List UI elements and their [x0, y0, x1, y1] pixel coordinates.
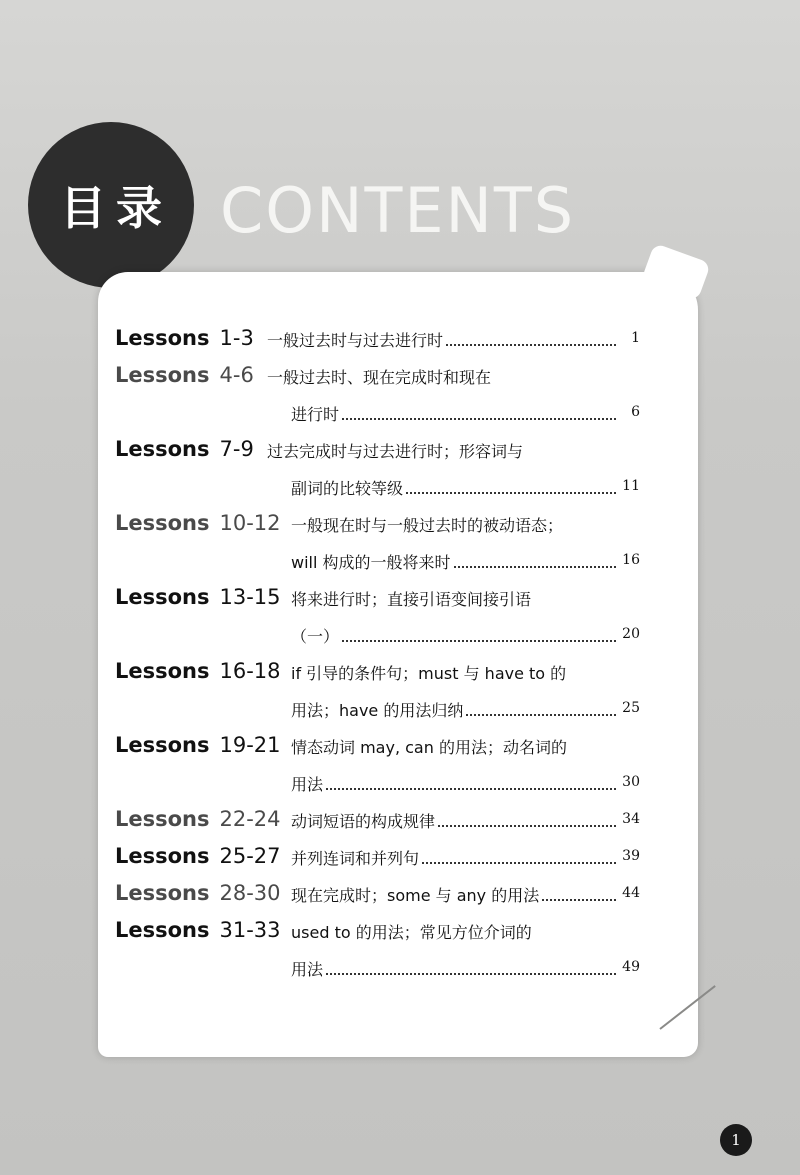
- leader-dots: [291, 786, 616, 790]
- entry-title: 现在完成时；some 与 any 的用法: [291, 883, 541, 906]
- contents-title-en: CONTENTS: [220, 174, 576, 247]
- lesson-word: Lessons: [115, 918, 210, 942]
- lesson-range: 16-18: [219, 659, 281, 683]
- toc-entry-line: [115, 914, 640, 951]
- lesson-label: [115, 918, 281, 942]
- entry-title: will 构成的一般将来时: [291, 550, 453, 573]
- lesson-label: [115, 807, 281, 831]
- toc-entry-line: [115, 433, 640, 470]
- lesson-label: [115, 437, 254, 461]
- toc-entry[interactable]: [115, 359, 640, 433]
- entry-title: 情态动词 may, can 的用法；动名词的: [291, 735, 569, 758]
- lesson-word: Lessons: [115, 659, 210, 683]
- leader-dots: [291, 971, 616, 975]
- toc-entry[interactable]: [115, 433, 640, 507]
- lesson-word: Lessons: [115, 844, 210, 868]
- page-number: 20: [622, 626, 640, 642]
- toc-entry-line: [115, 618, 640, 655]
- lesson-word: Lessons: [115, 326, 210, 350]
- page-number: 34: [622, 811, 640, 827]
- page-number: 11: [622, 478, 640, 494]
- lesson-word: Lessons: [115, 511, 210, 535]
- lesson-range: 7-9: [219, 437, 254, 461]
- entry-title: 动词短语的构成规律: [291, 809, 437, 832]
- toc-entry[interactable]: [115, 729, 640, 803]
- toc-entry[interactable]: [115, 507, 640, 581]
- page-number: 39: [622, 848, 640, 864]
- lesson-label: [115, 733, 281, 757]
- toc-entry-line: [115, 507, 640, 544]
- toc-entry-line: [115, 470, 640, 507]
- toc-list: [115, 322, 640, 988]
- page-number: 16: [622, 552, 640, 568]
- page-number: 44: [622, 885, 640, 901]
- toc-entry-line: [115, 581, 640, 618]
- toc-entry-line: [115, 655, 640, 692]
- toc-entry-line: [115, 803, 640, 840]
- page-number: 25: [622, 700, 640, 716]
- lesson-label: [115, 326, 254, 350]
- lesson-word: Lessons: [115, 585, 210, 609]
- lesson-word: Lessons: [115, 881, 210, 905]
- toc-entry[interactable]: [115, 803, 640, 840]
- entry-title: 并列连词和并列句: [291, 846, 421, 869]
- lesson-range: 28-30: [219, 881, 281, 905]
- lesson-range: 10-12: [219, 511, 281, 535]
- toc-entry[interactable]: [115, 322, 640, 359]
- sheet-tab: [641, 243, 711, 301]
- entry-title: 将来进行时；直接引语变间接引语: [291, 587, 533, 610]
- toc-entry[interactable]: [115, 877, 640, 914]
- page-number: 6: [631, 404, 640, 420]
- lesson-word: Lessons: [115, 733, 210, 757]
- page-number: 49: [622, 959, 640, 975]
- lesson-range: 4-6: [219, 363, 254, 387]
- entry-title: 一般过去时、现在完成时和现在: [267, 365, 493, 388]
- entry-title: 过去完成时与过去进行时；形容词与: [267, 439, 525, 462]
- lesson-range: 13-15: [219, 585, 281, 609]
- toc-entry-line: [115, 396, 640, 433]
- toc-entry[interactable]: [115, 840, 640, 877]
- lesson-range: 22-24: [219, 807, 281, 831]
- toc-entry-line: [115, 729, 640, 766]
- toc-entry-line: [115, 322, 640, 359]
- page-number: 1: [631, 330, 640, 346]
- toc-entry[interactable]: [115, 914, 640, 988]
- toc-entry-line: [115, 544, 640, 581]
- toc-entry[interactable]: [115, 655, 640, 729]
- page-folio: 1: [720, 1124, 752, 1156]
- lesson-range: 31-33: [219, 918, 281, 942]
- entry-title: 副词的比较等级: [291, 476, 405, 499]
- entry-title: 用法: [291, 957, 325, 980]
- entry-title: 用法；have 的用法归纳: [291, 698, 465, 721]
- toc-entry-line: [115, 951, 640, 988]
- lesson-label: [115, 659, 281, 683]
- entry-title: （一）: [291, 624, 341, 647]
- toc-entry-line: [115, 877, 640, 914]
- entry-title: 一般过去时与过去进行时: [267, 328, 445, 351]
- lesson-word: Lessons: [115, 807, 210, 831]
- entry-title: 进行时: [291, 402, 341, 425]
- lesson-label: [115, 511, 281, 535]
- toc-entry-line: [115, 766, 640, 803]
- lesson-word: Lessons: [115, 437, 210, 461]
- lesson-range: 25-27: [219, 844, 281, 868]
- entry-title: if 引导的条件句；must 与 have to 的: [291, 661, 568, 684]
- entry-title: 一般现在时与一般过去时的被动语态；: [291, 513, 565, 536]
- lesson-range: 1-3: [219, 326, 254, 350]
- entry-title: 用法: [291, 772, 325, 795]
- lesson-label: [115, 363, 254, 387]
- lesson-word: Lessons: [115, 363, 210, 387]
- page-number: 30: [622, 774, 640, 790]
- contents-badge: [28, 122, 194, 288]
- entry-title: used to 的用法；常见方位介词的: [291, 920, 534, 943]
- toc-entry-line: [115, 692, 640, 729]
- lesson-label: [115, 585, 281, 609]
- lesson-label: [115, 881, 281, 905]
- toc-entry-line: [115, 359, 640, 396]
- contents-title-cn: 目录: [60, 181, 172, 235]
- lesson-label: [115, 844, 281, 868]
- toc-entry-line: [115, 840, 640, 877]
- toc-entry[interactable]: [115, 581, 640, 655]
- lesson-range: 19-21: [219, 733, 281, 757]
